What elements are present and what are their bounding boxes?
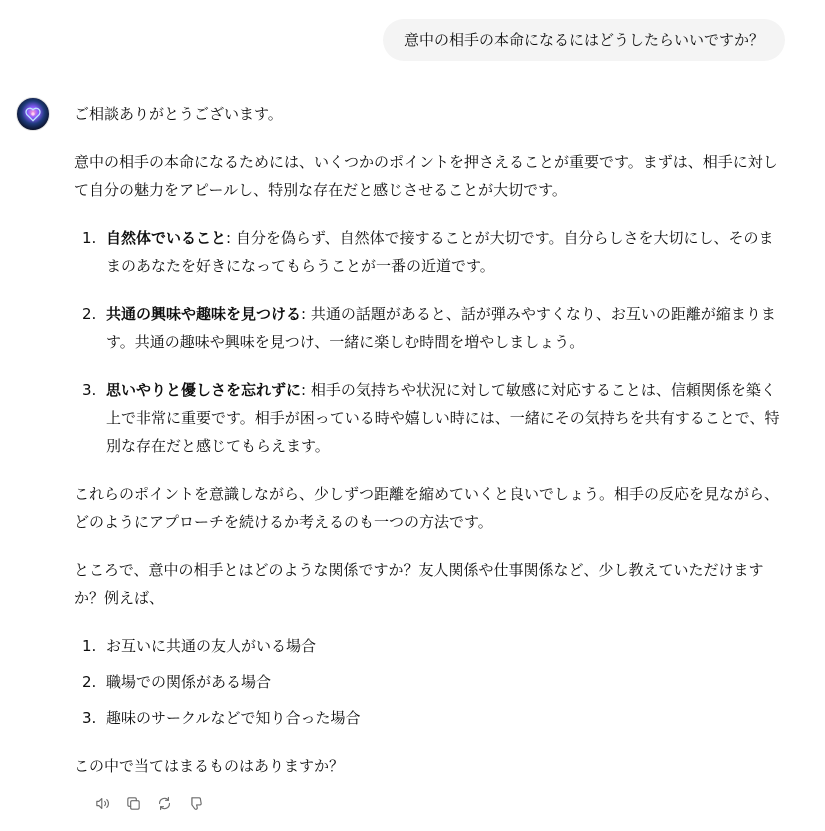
final-question: この中で当てはまるものはありますか？ [74, 757, 345, 775]
user-message-bubble [383, 19, 785, 61]
example-text: 職場での関係がある場合 [106, 673, 272, 691]
copy-icon [125, 795, 142, 812]
question-paragraph: ところで、意中の相手とはどのような関係ですか？友人関係や仕事関係など、少し教えていただけますか？例えば、 [74, 561, 764, 607]
tip-title: 自然体でいること [106, 229, 227, 247]
copy-button[interactable] [123, 793, 143, 813]
tip-item [74, 224, 788, 280]
user-message-text: 意中の相手の本命になるにはどうしたらいいですか？ [403, 31, 764, 49]
example-number: 3. [82, 709, 97, 727]
greeting-text: ご相談ありがとうございます。 [74, 105, 283, 123]
example-number: 1. [82, 637, 97, 655]
tip-body: : 相手の気持ちや状況に対して敏感に対応することは、信頼関係を築く上で非常に重要です。相手が困っている時や嬉しい時には、一緒にその気持ちを共有することで、特別な存在だと感じてもらえます。 [106, 381, 780, 455]
tip-item [74, 300, 788, 356]
tip-body: : 共通の話題があると、話が弾みやすくなり、お互いの距離が縮まります。共通の趣味や興味を見つけ、一緒に楽しむ時間を増やしましょう。 [106, 305, 776, 351]
tip-title: 思いやりと優しさを忘れずに [106, 381, 302, 399]
speaker-icon [94, 795, 111, 812]
tip-body: : 自分を偽らず、自然体で接することが大切です。自分らしさを大切にし、そのままのあなたを好きになってもらうことが一番の近道です。 [106, 229, 774, 275]
tip-item [74, 376, 788, 460]
tips-list [74, 224, 788, 460]
message-actions [92, 793, 205, 813]
example-item [74, 668, 788, 696]
thumbs-down-icon [187, 795, 204, 812]
assistant-message [74, 100, 788, 780]
regenerate-button[interactable] [154, 793, 174, 813]
assistant-avatar [16, 97, 50, 131]
tip-title: 共通の興味や趣味を見つける [106, 305, 302, 323]
example-text: お互いに共通の友人がいる場合 [106, 637, 317, 655]
example-number: 2. [82, 673, 97, 691]
example-text: 趣味のサークルなどで知り合った場合 [106, 709, 361, 727]
tip-number: 3. [82, 381, 97, 399]
read-aloud-button[interactable] [92, 793, 112, 813]
refresh-icon [156, 795, 173, 812]
tip-number: 1. [82, 229, 97, 247]
example-item [74, 632, 788, 660]
example-item [74, 704, 788, 732]
heart-logo-icon [23, 104, 43, 124]
intro-paragraph: 意中の相手の本命になるためには、いくつかのポイントを押さえることが重要です。まずは、相手に対して自分の魅力をアピールし、特別な存在だと感じさせることが大切です。 [74, 153, 778, 199]
tip-number: 2. [82, 305, 97, 323]
closing-paragraph: これらのポイントを意識しながら、少しずつ距離を縮めていくと良いでしょう。相手の反応を見ながら、どのようにアプローチを続けるか考えるのも一つの方法です。 [74, 485, 780, 531]
thumbs-down-button[interactable] [185, 793, 205, 813]
examples-list [74, 632, 788, 732]
